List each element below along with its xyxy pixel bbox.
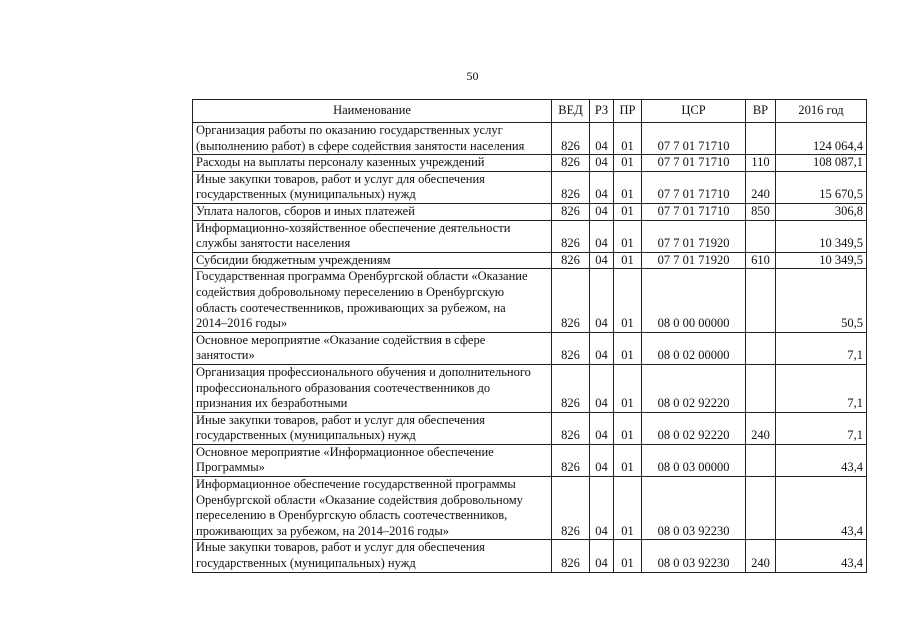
row-name xyxy=(193,269,552,332)
table-row xyxy=(193,364,867,412)
row-amount: 7,1 xyxy=(776,412,867,444)
row-name-line: профессионального образования соотечественников до xyxy=(196,380,491,395)
row-csr: 08 0 00 00000 xyxy=(642,269,746,332)
header-ved: ВЕД xyxy=(552,100,590,123)
row-rz: 04 xyxy=(590,155,614,172)
row-vr xyxy=(746,477,776,540)
row-amount: 10 349,5 xyxy=(776,252,867,269)
row-name-line: Программы» xyxy=(196,460,265,475)
row-name xyxy=(193,477,552,540)
row-name-line: (выполнению работ) в сфере содействия занятости населения xyxy=(196,138,525,153)
row-csr: 08 0 02 92220 xyxy=(642,364,746,412)
page-number: 50 xyxy=(466,69,479,83)
row-name-line: Иные закупки товаров, работ и услуг для обеспечения xyxy=(196,412,485,427)
row-csr: 08 0 03 00000 xyxy=(642,444,746,476)
table-row xyxy=(193,540,867,572)
row-name xyxy=(193,364,552,412)
row-amount: 7,1 xyxy=(776,364,867,412)
row-ved: 826 xyxy=(552,332,590,364)
header-year: 2016 год xyxy=(776,100,867,123)
row-name xyxy=(193,171,552,203)
row-vr: 240 xyxy=(746,412,776,444)
row-pr: 01 xyxy=(614,220,642,252)
row-name-line: Расходы на выплаты персоналу казенных учреждений xyxy=(196,155,485,170)
row-ved: 826 xyxy=(552,220,590,252)
table-row xyxy=(193,332,867,364)
row-name-line: область соотечественников, проживающих за рубежом, на xyxy=(196,300,506,315)
row-amount: 43,4 xyxy=(776,477,867,540)
row-vr: 850 xyxy=(746,203,776,220)
row-pr: 01 xyxy=(614,203,642,220)
row-name-line: Уплата налогов, сборов и иных платежей xyxy=(196,203,415,218)
row-name-line: Организация профессионального обучения и дополнительного xyxy=(196,364,531,379)
row-pr: 01 xyxy=(614,444,642,476)
row-ved: 826 xyxy=(552,269,590,332)
row-ved: 826 xyxy=(552,171,590,203)
table-row xyxy=(193,477,867,540)
row-vr: 240 xyxy=(746,540,776,572)
row-name-line: государственных (муниципальных) нужд xyxy=(196,556,416,571)
row-name-line: государственных (муниципальных) нужд xyxy=(196,187,416,202)
row-ved: 826 xyxy=(552,444,590,476)
row-name xyxy=(193,252,552,269)
row-name-line: переселению в Оренбургскую область соотечественников, xyxy=(196,508,508,523)
row-amount: 306,8 xyxy=(776,203,867,220)
table-row xyxy=(193,269,867,332)
row-name-line: Информационное обеспечение государственной программы xyxy=(196,477,516,492)
row-vr xyxy=(746,220,776,252)
row-ved: 826 xyxy=(552,477,590,540)
row-pr: 01 xyxy=(614,269,642,332)
row-rz: 04 xyxy=(590,477,614,540)
row-name xyxy=(193,444,552,476)
row-ved: 826 xyxy=(552,540,590,572)
row-ved: 826 xyxy=(552,252,590,269)
table-row xyxy=(193,155,867,172)
row-ved: 826 xyxy=(552,123,590,155)
row-rz: 04 xyxy=(590,412,614,444)
row-csr: 07 7 01 71710 xyxy=(642,123,746,155)
row-vr: 110 xyxy=(746,155,776,172)
row-amount: 50,5 xyxy=(776,269,867,332)
row-vr xyxy=(746,332,776,364)
row-name-line: Основное мероприятие «Оказание содействия в сфере xyxy=(196,332,486,347)
row-rz: 04 xyxy=(590,364,614,412)
row-vr xyxy=(746,123,776,155)
row-name-line: Иные закупки товаров, работ и услуг для обеспечения xyxy=(196,171,485,186)
row-csr: 07 7 01 71920 xyxy=(642,220,746,252)
row-csr: 08 0 03 92230 xyxy=(642,540,746,572)
header-vr: ВР xyxy=(746,100,776,123)
row-pr: 01 xyxy=(614,540,642,572)
row-name xyxy=(193,412,552,444)
row-name-line: занятости» xyxy=(196,348,255,363)
row-name xyxy=(193,540,552,572)
row-csr: 07 7 01 71710 xyxy=(642,203,746,220)
row-rz: 04 xyxy=(590,269,614,332)
row-name xyxy=(193,203,552,220)
row-pr: 01 xyxy=(614,332,642,364)
row-name xyxy=(193,332,552,364)
row-csr: 07 7 01 71710 xyxy=(642,155,746,172)
row-name-line: службы занятости населения xyxy=(196,236,351,251)
row-name-line: содействия добровольному переселению в Оренбургскую xyxy=(196,284,505,299)
row-csr: 07 7 01 71710 xyxy=(642,171,746,203)
row-name-line: Оренбургской области «Оказание содействия добровольному xyxy=(196,492,523,507)
row-pr: 01 xyxy=(614,155,642,172)
table-body xyxy=(193,123,867,573)
row-rz: 04 xyxy=(590,171,614,203)
header-csr: ЦСР xyxy=(642,100,746,123)
budget-table xyxy=(192,99,867,573)
row-ved: 826 xyxy=(552,155,590,172)
row-vr xyxy=(746,364,776,412)
row-rz: 04 xyxy=(590,540,614,572)
row-name-line: 2014–2016 годы» xyxy=(196,316,288,331)
row-csr: 08 0 03 92230 xyxy=(642,477,746,540)
table-header-row xyxy=(193,100,867,123)
row-name-line: Основное мероприятие «Информационное обеспечение xyxy=(196,444,494,459)
row-rz: 04 xyxy=(590,203,614,220)
row-pr: 01 xyxy=(614,477,642,540)
row-csr: 08 0 02 00000 xyxy=(642,332,746,364)
row-vr xyxy=(746,444,776,476)
row-name-line: Организация работы по оказанию государственных услуг xyxy=(196,123,503,137)
row-name-line: признания их безработными xyxy=(196,396,348,411)
row-amount: 43,4 xyxy=(776,540,867,572)
row-name xyxy=(193,220,552,252)
table-row xyxy=(193,220,867,252)
row-vr xyxy=(746,269,776,332)
row-ved: 826 xyxy=(552,203,590,220)
row-pr: 01 xyxy=(614,123,642,155)
row-amount: 124 064,4 xyxy=(776,123,867,155)
row-ved: 826 xyxy=(552,412,590,444)
row-csr: 08 0 02 92220 xyxy=(642,412,746,444)
table-row xyxy=(193,412,867,444)
table-row xyxy=(193,123,867,155)
row-rz: 04 xyxy=(590,252,614,269)
row-name-line: государственных (муниципальных) нужд xyxy=(196,428,416,443)
row-amount: 10 349,5 xyxy=(776,220,867,252)
row-name-line: Информационно-хозяйственное обеспечение деятельности xyxy=(196,220,511,235)
row-vr: 610 xyxy=(746,252,776,269)
row-name-line: Государственная программа Оренбургской области «Оказание xyxy=(196,269,528,284)
row-amount: 15 670,5 xyxy=(776,171,867,203)
row-csr: 07 7 01 71920 xyxy=(642,252,746,269)
row-name xyxy=(193,155,552,172)
header-pr: ПР xyxy=(614,100,642,123)
table-row xyxy=(193,252,867,269)
row-pr: 01 xyxy=(614,364,642,412)
header-name: Наименование xyxy=(193,100,552,123)
row-rz: 04 xyxy=(590,444,614,476)
row-amount: 7,1 xyxy=(776,332,867,364)
row-rz: 04 xyxy=(590,220,614,252)
header-rz: РЗ xyxy=(590,100,614,123)
row-name-line: Иные закупки товаров, работ и услуг для обеспечения xyxy=(196,540,485,555)
row-amount: 108 087,1 xyxy=(776,155,867,172)
row-name xyxy=(193,123,552,155)
row-name-line: Субсидии бюджетным учреждениям xyxy=(196,252,391,267)
row-rz: 04 xyxy=(590,123,614,155)
row-pr: 01 xyxy=(614,171,642,203)
row-amount: 43,4 xyxy=(776,444,867,476)
row-pr: 01 xyxy=(614,252,642,269)
row-name-line: проживающих за рубежом, на 2014–2016 годы» xyxy=(196,523,449,538)
table-row xyxy=(193,171,867,203)
row-pr: 01 xyxy=(614,412,642,444)
table-row xyxy=(193,444,867,476)
row-vr: 240 xyxy=(746,171,776,203)
row-rz: 04 xyxy=(590,332,614,364)
row-ved: 826 xyxy=(552,364,590,412)
table-row xyxy=(193,203,867,220)
